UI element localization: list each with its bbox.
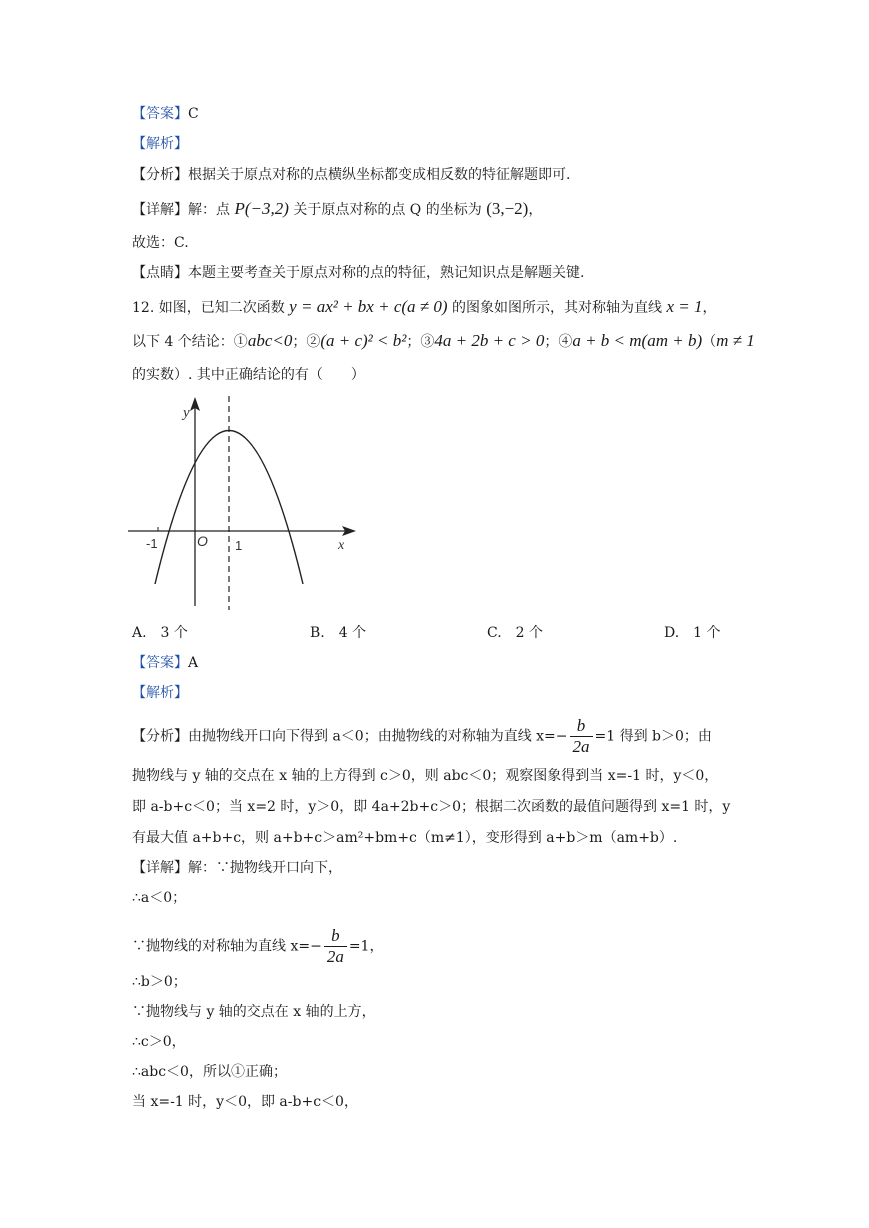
detail-text-8: 当 x=-1 时，y＜0，即 a-b+c＜0， xyxy=(132,1094,358,1110)
conclusion-4: a + b < m(am + b) xyxy=(572,331,703,350)
prev-analysis-line xyxy=(132,134,188,154)
detail-text-5: ∵抛物线与 y 轴的交点在 x 轴的上方， xyxy=(132,1004,376,1020)
fraction-denominator: 2a xyxy=(572,737,590,756)
parabola-graph xyxy=(128,394,360,612)
detail-text-1: 解：∵抛物线开口向下， xyxy=(188,860,342,876)
q12-question-end: 的实数）. 其中正确结论的有（ ） xyxy=(132,367,365,383)
prev-choose-line xyxy=(132,233,189,253)
option-d: D. 1 个 xyxy=(664,625,721,641)
detail-end: ， xyxy=(528,202,543,218)
q12-detail-line-1 xyxy=(132,858,342,878)
conclusion-1: abc<0 xyxy=(247,331,293,350)
detail-text-2: ∴a＜0； xyxy=(132,890,187,906)
question-number: 12. xyxy=(132,300,155,316)
fraction-denominator: 2a xyxy=(326,947,344,966)
analysis-tag: 【解析】 xyxy=(132,136,188,152)
q12-text-end: ， xyxy=(702,300,717,316)
fenxi-text-1b: =1 得到 b＞0；由 xyxy=(594,728,712,745)
fraction-numerator: b xyxy=(324,926,347,947)
q12-fenxi-line-3 xyxy=(132,797,730,817)
detail-tag: 【详解】 xyxy=(132,860,188,876)
fenxi-text: 根据关于原点对称的点横纵坐标都变成相反数的特征解题即可. xyxy=(188,167,571,183)
detail-tag: 【详解】 xyxy=(132,202,188,218)
q12-detail-line-2 xyxy=(132,888,186,908)
fraction-b-over-2a xyxy=(570,716,593,757)
origin-label: O xyxy=(197,533,208,549)
fenxi-tag: 【分析】 xyxy=(132,167,188,183)
point-q: (3,−2) xyxy=(486,199,529,218)
conclusion-3: 4a + 2b + c > 0 xyxy=(434,331,545,350)
option-c: C. 2 个 xyxy=(487,625,544,641)
fenxi-tag: 【分析】 xyxy=(132,728,188,745)
detail-pre: 解：点 xyxy=(188,202,230,218)
q12-fenxi-line-4 xyxy=(132,828,677,848)
point-p: P(−3,2) xyxy=(234,199,289,218)
dianjing-text: 本题主要考查关于原点对称的点的特征，熟记知识点是解题关键. xyxy=(188,265,585,281)
q12-analysis-line xyxy=(132,683,188,703)
q12-detail-line-8 xyxy=(132,1092,358,1112)
q12-detail-line-4 xyxy=(132,972,187,992)
detail-mid: 关于原点对称的点 Q 的坐标为 xyxy=(293,202,482,218)
q12-fenxi-line-2 xyxy=(132,766,718,786)
q12-detail-line-6 xyxy=(132,1032,186,1052)
fraction-numerator: b xyxy=(570,716,593,737)
dianjing-tag: 【点睛】 xyxy=(132,265,188,281)
x-label: x xyxy=(338,538,345,553)
prev-answer-line xyxy=(132,104,199,124)
condition: m ≠ 1 xyxy=(716,331,755,350)
analysis-tag: 【解析】 xyxy=(132,685,188,701)
q12-conclusions-intro: 以下 4 个结论：① xyxy=(132,334,248,350)
q12-answer-line xyxy=(132,653,198,673)
sep-3: ；④ xyxy=(544,334,573,350)
y-label: y xyxy=(183,405,190,421)
prev-fenxi-line xyxy=(132,165,570,185)
tick-neg1-label: -1 xyxy=(146,536,158,551)
q12-detail-line-7 xyxy=(132,1062,287,1082)
q12-text-b: 的图象如图所示，其对称轴为直线 xyxy=(451,300,662,316)
fenxi-text-1a: 由抛物线开口向下得到 a＜0；由抛物线的对称轴为直线 x=− xyxy=(188,728,568,745)
conclusion-2: (a + c)² < b² xyxy=(320,331,407,350)
sep-2: ；③ xyxy=(406,334,435,350)
prev-detail-line xyxy=(132,199,542,220)
answer-tag: 【答案】 xyxy=(132,655,188,671)
option-b: B. 4 个 xyxy=(310,625,367,641)
fraction-b-over-2a xyxy=(324,926,347,967)
q12-detail-line-3 xyxy=(132,926,383,967)
sep-1: ；② xyxy=(292,334,321,350)
detail-text-4: ∴b＞0； xyxy=(132,974,187,990)
detail-text-3b: =1， xyxy=(348,938,384,955)
answer-tag: 【答案】 xyxy=(132,106,188,122)
prev-dianjing-line xyxy=(132,263,584,283)
detail-text-6: ∴c＞0， xyxy=(132,1034,186,1050)
option-a: A. 3 个 xyxy=(132,625,188,641)
q12-text-a: 如图，已知二次函数 xyxy=(158,300,285,316)
function-formula: y = ax² + bx + c(a ≠ 0) xyxy=(289,297,448,316)
fenxi-text-4: 有最大值 a+b+c，则 a+b+c＞am²+bm+c（m≠1），变形得到 a+b＞m（am+b）. xyxy=(132,830,678,846)
answer-value: A xyxy=(188,655,199,671)
q12-detail-line-5 xyxy=(132,1002,376,1022)
fenxi-text-3: 即 a-b+c＜0；当 x=2 时，y＞0，即 4a+2b+c＞0；根据二次函数的最值问题得到 x=1 时，y xyxy=(132,799,731,815)
paren-open: （ xyxy=(702,334,717,350)
tick-1-label: 1 xyxy=(235,538,243,553)
q12-line-1 xyxy=(132,297,716,318)
q12-fenxi-line-1 xyxy=(132,716,712,757)
detail-text-3a: ∵抛物线的对称轴为直线 x=− xyxy=(132,938,322,955)
choose-text: 故选：C. xyxy=(132,235,189,251)
q12-line-3 xyxy=(132,365,365,385)
q12-line-2 xyxy=(132,331,755,352)
detail-text-7: ∴abc＜0，所以①正确； xyxy=(132,1064,287,1080)
axis-formula: x = 1 xyxy=(666,297,703,316)
answer-value: C xyxy=(188,106,199,122)
fenxi-text-2: 抛物线与 y 轴的交点在 x 轴的上方得到 c＞0，则 abc＜0；观察图象得到当 x=-1 时，y＜0， xyxy=(132,768,719,784)
